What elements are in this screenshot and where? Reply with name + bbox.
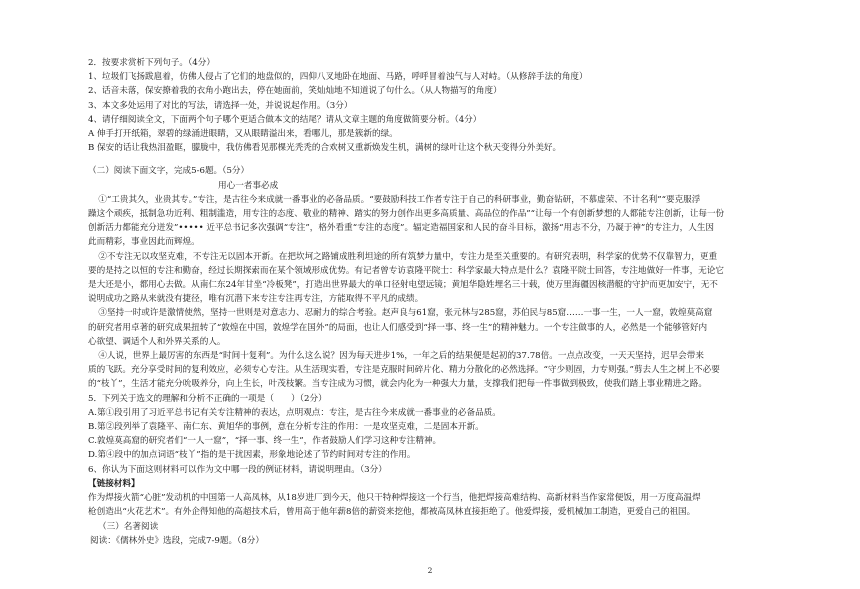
paragraph-line: 的研究者用卓著的研究成果扭转了“敦煌在中国，敦煌学在国外”的局面，也让人们感受到“择一事、终一生”的精神魅力。一个专注做事的人，必然是一个能够管好内 [88, 322, 708, 333]
paragraph-line: 此而精彩，事业因此而辉煌。 [88, 237, 200, 248]
paragraph-line: ④人说，世界上最厉害的东西是“时间十复利”。为什么这么说？因为每天进步1%，一年之后的结果便是起初的37.78倍。一点点改变，一天天坚持，迟早会带来 [98, 351, 704, 362]
paragraph-line: 质的飞跃。充分享受时间的复利效应，必须专心专注。从生活现实看，专注是克服时间碎片化、精力分散化的必然选择。“守少则固，力专则强。”剪去人生之树上不必要 [88, 365, 720, 376]
article-title: 用心一者事必成 [218, 180, 279, 191]
question-line: 2．按要求赏析下列句子。（4分） [88, 58, 215, 68]
link-material-line: 枪创造出“火花艺术”。有外企得知他的高超技术后，曾用高于他年薪8倍的薪资来挖他，都被高凤林直接拒绝了。他爱焊接，爱机械加工制造，更爱自己的祖国。 [88, 507, 696, 518]
section-2-heading: （二）阅读下面文字，完成5-6题。（5分） [88, 166, 250, 177]
paragraph-line: 要的是持之以恒的专注和勤奋，经过长期探索而在某个领域形成优势。有记者曾专访袁隆平院士：科学家最大特点是什么？袁隆平院士回答，专注地做好一件事，无论它 [88, 265, 724, 276]
article-body [88, 193, 830, 392]
question-5-6-block [88, 392, 830, 477]
question-line: D.第④段中的加点词语“枝丫”指的是干扰因素，形象地论述了节约时间对专注的作用。 [88, 450, 416, 461]
paragraph-line: ③坚持一时或许是激情使然，坚持一世则是对意志力、忍耐力的综合考验。赵声良与61窟，张元林与285窟，苏伯民与85窟……一事一生，一人一窟，敦煌莫高窟 [98, 308, 713, 319]
question-line: C.敦煌莫高窟的研究者们“一人一窟”，“择一事、终一生”，作者鼓励人们学习这种专注精神。 [88, 436, 442, 447]
question-line: A 伸手打开纸箱，翠碧的绿涌进眼睛，又从眼睛溢出来，看哪儿，那是簇新的绿。 [88, 129, 398, 140]
paragraph-line: 创新活力都能充分迸发”••••• 近平总书记多次强调“专注”，格外看重“专注的态度”。辐定造福国家和人民的奋斗目标，激扬“用志不分，乃凝于神”的专注力，人生因 [88, 223, 715, 234]
link-material-body [88, 491, 830, 519]
question-line: 5．下列关于选文的理解和分析不正确的一项是（ ）（2分） [88, 393, 327, 404]
article-paragraph [88, 250, 830, 307]
question-line: 2、话音未落，保安撩着我的衣角小跑出去，停在她面前，笑灿灿地不知道说了句什么。（从人物描写的角度） [88, 86, 502, 97]
paragraph-line: 说明成功之路从来就没有捷径，唯有沉潜下来专注专注再专注，方能取得不平凡的成绩。 [88, 294, 424, 305]
article-paragraph [88, 193, 830, 250]
question-line: 1、垃圾们飞扬跋扈着，仿佛人侵占了它们的地盘似的，四仰八叉地卧在地面、马路，呼呼冒着浊气与人对峙。（从修辞手法的角度） [88, 72, 588, 83]
question-line: 6、你认为下面这则材料可以作为文中哪一段的例证材料，请说明理由。（3分） [88, 464, 387, 475]
paragraph-line: ①“工贵其久，业贵其专。”专注，是古往今来成就一番事业的必备品质。“要鼓励科技工作者专注于自己的科研事业，勤奋钻研，不慕虚荣、不计名利”“要克服浮 [98, 194, 701, 205]
paragraph-line: 躁这个顽疾，抵制急功近利、粗制滥造，用专注的态度、敬业的精神、踏实的努力创作出更多高质量、高品位的作品”“让每一个有创新梦想的人都能专注创新，让每一份 [88, 209, 725, 220]
question-line: 3、本文多处运用了对比的写法，请选择一处，并说说起作用。（3分） [88, 100, 353, 111]
link-material-heading: 【链接材料】 [88, 478, 140, 489]
paragraph-line: 心欲望、调适个人和外界关系的人。 [88, 336, 226, 347]
question-line: B 保安的话让我热泪盈眶，朦胧中，我仿佛看见那棵光秃秃的合欢树又重新焕发生机，满树的绿叶让这个秋天变得分外美好。 [88, 143, 562, 154]
article-paragraph [88, 349, 830, 392]
section-3-instruction: 阅读：《儒林外史》选段，完成7-9题。（8分） [90, 535, 264, 546]
question-line: 4、请仔细阅读全文，下面两个句子哪个更适合做本文的结尾？请从文章主题的角度做简要分析。（4分） [88, 114, 482, 125]
article-paragraph [88, 306, 830, 349]
paragraph-line: 的“枝丫”，生活才能充分吮吸养分，向上生长，叶茂枝繁。当专注成为习惯，就会内化为一种强大力量，支撑我们把每一件事做到极致，使我们踏上事业精进之路。 [88, 379, 707, 390]
question-line: A.第①段引用了习近平总书记有关专注精神的表达，点明观点：专注，是古往今来成就一番事业的必备品质。 [88, 407, 501, 418]
paragraph-line: ②不专注无以攻坚克难，不专注无以固本开新。在把坎坷之路铺成胜利坦途的所有筑梦力量中，专注力是至关重要的。有研究表明，科学家的优势不仅靠智力，更重 [98, 251, 718, 262]
question-2-block [88, 56, 830, 155]
link-material-line: 作为焊接火箭“心脏”发动机的中国第一人高凤林，从18岁进厂到今天，他只干特种焊接这一个行当，他把焊接高难结构、高新材料当作家常便饭，用一万度高温焊 [88, 493, 701, 504]
question-line: B.第②段列举了袁隆平、南仁东、黄旭华的事例，意在分析专注的作用：一是攻坚克难，二是固本开新。 [88, 422, 484, 433]
section-3-heading: （三）名著阅读 [98, 521, 159, 532]
page-number: 2 [427, 566, 433, 575]
paragraph-line: 是大还是小，都用心去做。从南仁东24年甘坐“冷板凳”，打造出世界最大的单口径射电望远镜；黄旭华隐姓埋名三十载，使万里海疆因核潜艇的守护而更加安宁，无不 [88, 280, 718, 291]
